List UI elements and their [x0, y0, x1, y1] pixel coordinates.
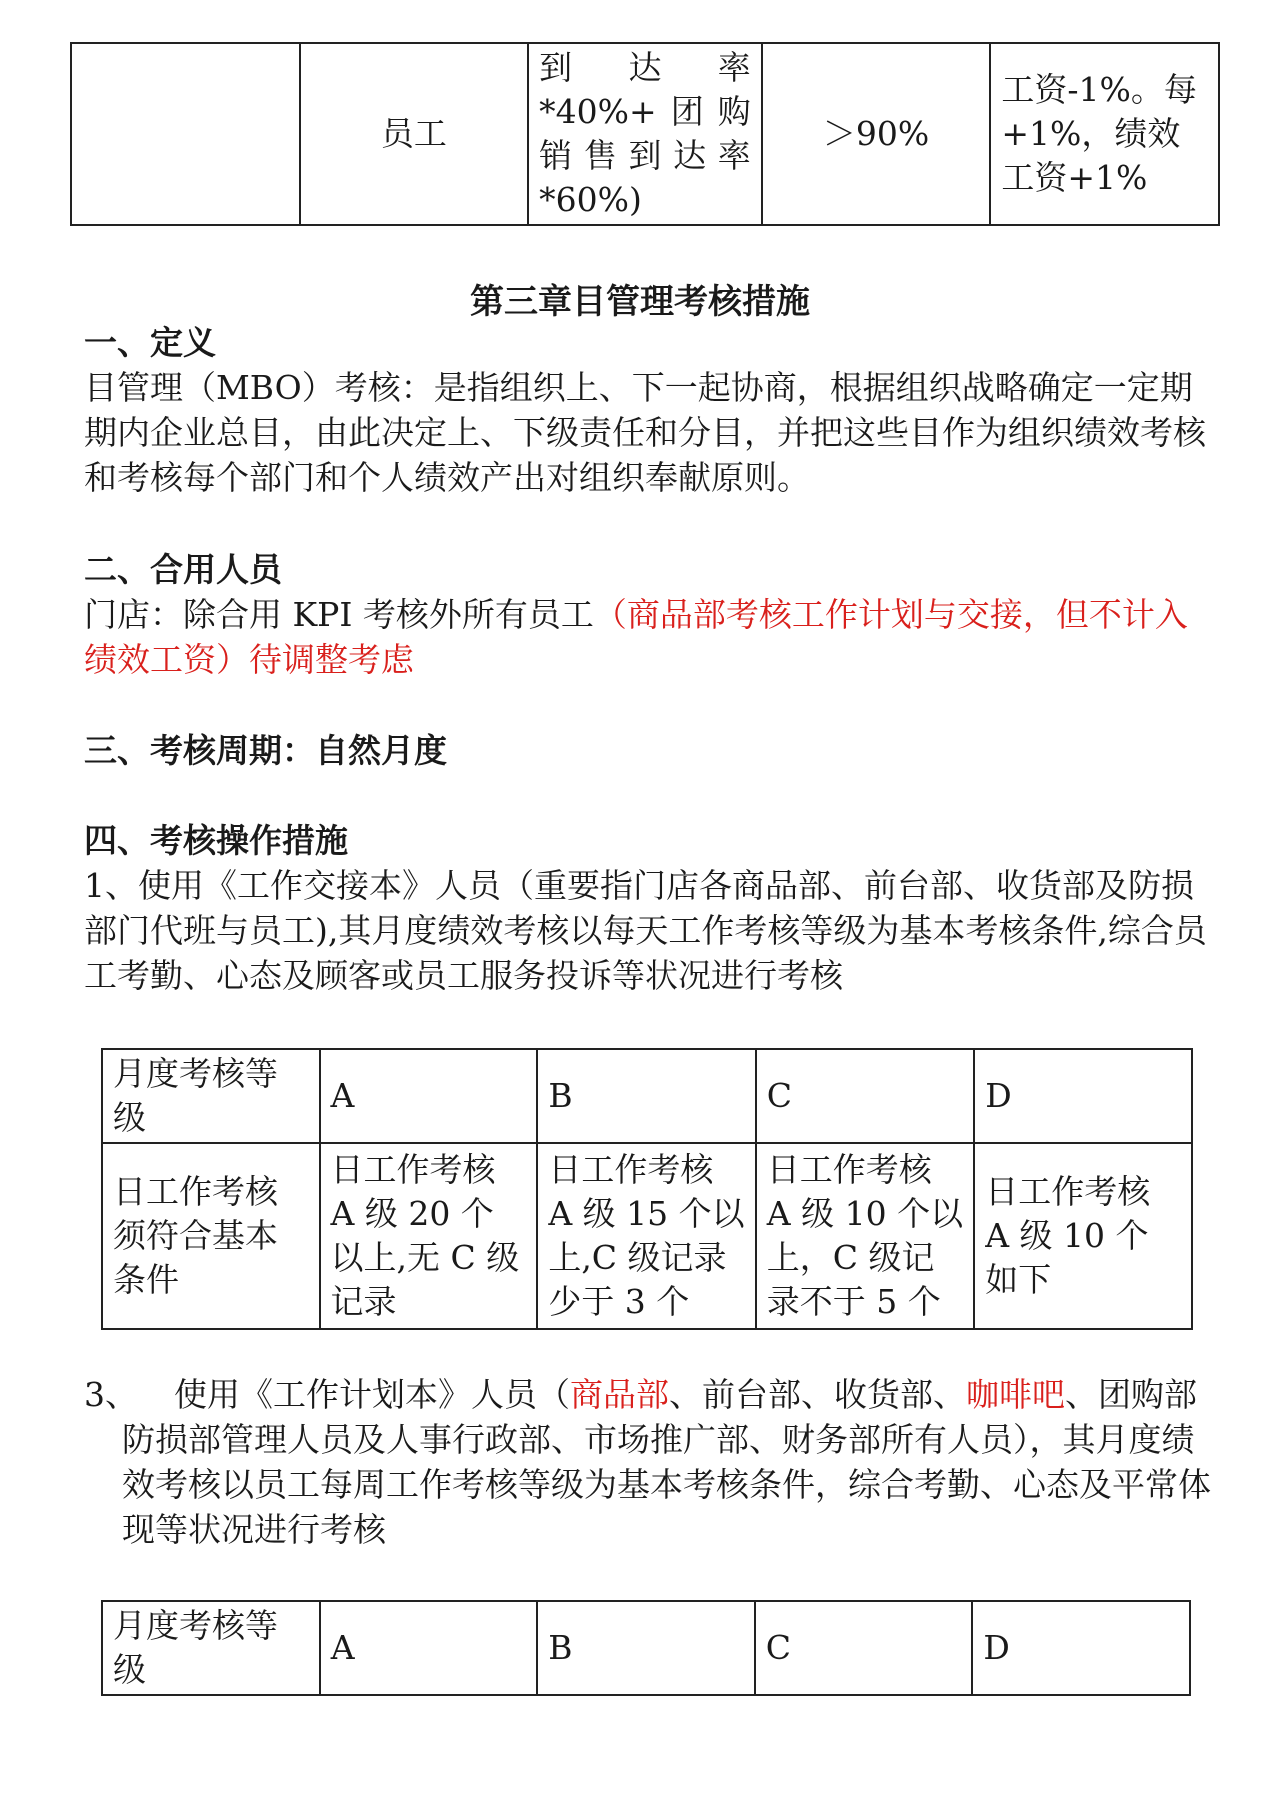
section-heading-operations: 四、考核操作措施: [84, 821, 348, 860]
table-header-cell: 月度考核等级: [102, 1049, 320, 1143]
table-cell-bonus: 工资-1%。每+1%，绩效工资+1%: [990, 43, 1219, 225]
applicable-staff-text: 门店：除合用 KPI 考核外所有员工: [84, 595, 594, 634]
item-number: 3、: [84, 1375, 138, 1414]
item-3-part2: 、前台部、收货部、: [669, 1375, 966, 1414]
daily-assessment-table: [101, 1048, 1193, 1330]
weekly-assessment-table: [101, 1600, 1191, 1696]
kpi-table-fragment: [70, 42, 1220, 226]
applicable-staff-paragraph: [84, 592, 1214, 682]
section-heading-applicable-staff: 二、合用人员: [84, 550, 282, 589]
table-cell: 日工作考核 A 级 20 个以上,无 C 级记录: [320, 1143, 538, 1329]
table-header-cell: C: [755, 1601, 973, 1695]
table-header-row: [102, 1049, 1192, 1143]
table-header-cell: A: [320, 1049, 538, 1143]
table-header-cell: D: [972, 1601, 1190, 1695]
section-heading-cycle: 三、考核周期：自然月度: [84, 731, 447, 770]
table-cell-role: 员工: [300, 43, 529, 225]
applicable-staff-note: （商品部考核工作计划与交接，但不计入绩效工资）待调整考虑: [84, 595, 1188, 679]
table-cell: 日工作考核 A 级 10 个如下: [974, 1143, 1192, 1329]
item-3-red-cafe: 咖啡吧: [966, 1375, 1065, 1414]
item-3-text: [122, 1372, 1214, 1552]
table-header-cell: B: [537, 1049, 755, 1143]
table-row: [71, 43, 1219, 225]
table-header-cell: A: [320, 1601, 538, 1695]
operations-item-3: [84, 1372, 1214, 1552]
table-header-cell: D: [974, 1049, 1192, 1143]
operations-item-1: 1、使用《工作交接本》人员（重要指门店各商品部、前台部、收货部及防损部门代班与员工),其月度绩效考核以每天工作考核等级为基本考核条件,综合员工考勤、心态及顾客或员工服务投诉等状况进行考核: [84, 866, 1207, 995]
table-cell: 日工作考核 A 级 10 个以上，C 级记录不于 5 个: [756, 1143, 974, 1329]
table-row: [102, 1143, 1192, 1329]
table-cell-empty: [71, 43, 300, 225]
item-3-part1: 使用《工作计划本》人员（: [174, 1375, 570, 1414]
table-cell-threshold: ＞90%: [762, 43, 991, 225]
item-3-red-merch: 商品部: [570, 1375, 669, 1414]
table-cell-formula: 到达率*40%+团购销售到达率*60%): [528, 43, 762, 225]
table-header-cell: C: [756, 1049, 974, 1143]
section-heading-definition: 一、定义: [84, 323, 216, 362]
table-header-cell: 月度考核等级: [102, 1601, 320, 1695]
chapter-title: 第三章目管理考核措施: [470, 282, 810, 322]
table-header-cell: B: [537, 1601, 755, 1695]
table-header-row: [102, 1601, 1190, 1695]
table-cell: 日工作考核 A 级 15 个以上,C 级记录少于 3 个: [537, 1143, 755, 1329]
table-cell: 日工作考核须符合基本条件: [102, 1143, 320, 1329]
item-3-part3: 、团购部防损部管理人员及人事行政部、市场推广部、财务部所有人员），其月度绩效考核以员工每周工作考核等级为基本考核条件，综合考勤、心态及平常体现等状况进行考核: [122, 1375, 1211, 1549]
definition-paragraph: 目管理（MBO）考核：是指组织上、下一起协商，根据组织战略确定一定期期内企业总目，由此决定上、下级责任和分目，并把这些目作为组织绩效考核和考核每个部门和个人绩效产出对组织奉献原则。: [84, 368, 1206, 497]
